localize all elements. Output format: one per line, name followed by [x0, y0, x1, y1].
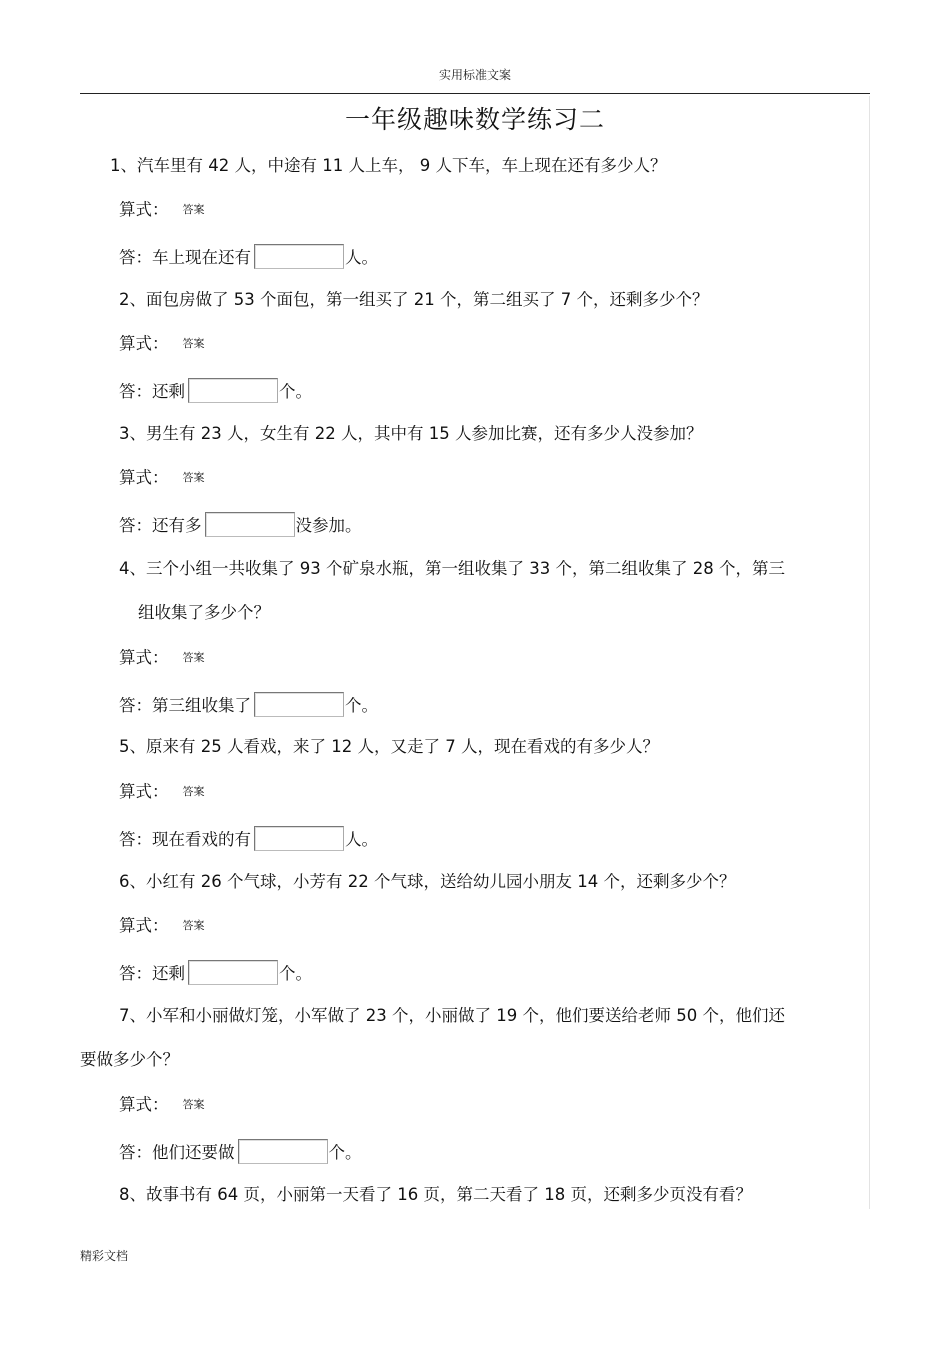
problem-3-answer	[119, 512, 362, 537]
answer-box[interactable]	[254, 692, 344, 717]
answer-suffix: 人。	[345, 830, 378, 849]
answer-suffix: 个。	[328, 1143, 362, 1162]
problem-5-formula	[119, 781, 205, 803]
answer-box[interactable]	[188, 378, 278, 403]
document-title: 一年级趣味数学练习二	[344, 105, 605, 134]
problem-7-question-cont: 要做多少个？	[80, 1050, 179, 1069]
formula-label: 算式：	[119, 648, 169, 667]
answer-prefix: 答：他们还要做	[119, 1143, 235, 1162]
formula-note: 答案	[182, 651, 205, 664]
problem-4-question-cont: 组收集了多少个？	[138, 603, 270, 622]
answer-suffix: 个。	[345, 696, 378, 715]
header-divider	[80, 93, 870, 94]
formula-note: 答案	[182, 471, 205, 484]
problem-5-question: 5、原来有 25 人看戏，来了 12 人，又走了 7 人，现在看戏的有多少人？	[119, 737, 659, 756]
problem-6-question: 6、小红有 26 个气球，小芳有 22 个气球，送给幼儿园小朋友 14 个，还剩多少个？	[119, 872, 736, 891]
problem-1-formula	[119, 199, 205, 221]
answer-suffix: 个。	[279, 382, 312, 401]
problem-4-formula	[119, 647, 205, 669]
problem-6-answer	[119, 960, 312, 985]
problem-1-answer	[119, 244, 378, 269]
problem-4-answer	[119, 692, 378, 717]
problem-3-question: 3、男生有 23 人，女生有 22 人，其中有 15 人参加比赛，还有多少人没参加？	[119, 424, 703, 443]
answer-prefix: 答：还有多	[119, 516, 202, 535]
answer-box[interactable]	[238, 1139, 328, 1164]
problem-5-answer	[119, 826, 378, 851]
answer-box[interactable]	[254, 244, 344, 269]
answer-prefix: 答：现在看戏的有	[119, 830, 251, 849]
problem-3-formula	[119, 467, 205, 489]
answer-prefix: 答：第三组收集了	[119, 696, 251, 715]
answer-prefix: 答：还剩	[119, 382, 185, 401]
problem-7-question: 7、小军和小丽做灯笼，小军做了 23 个，小丽做了 19 个，他们要送给老师 50 个，他们还	[119, 1006, 785, 1025]
answer-prefix: 答：车上现在还有	[119, 248, 251, 267]
answer-suffix: 个。	[279, 964, 312, 983]
answer-suffix: 人。	[345, 248, 378, 267]
problem-1-question: 1、汽车里有 42 人，中途有 11 人上车， 9 人下车，车上现在还有多少人？	[110, 156, 667, 175]
problem-2-formula	[119, 333, 205, 355]
problem-4-question: 4、三个小组一共收集了 93 个矿泉水瓶，第一组收集了 33 个，第二组收集了 28 个，第三	[119, 559, 785, 578]
problem-2-question: 2、面包房做了 53 个面包，第一组买了 21 个，第二组买了 7 个，还剩多少个？	[119, 290, 709, 309]
problem-2-answer	[119, 378, 312, 403]
page-footer: 精彩文档	[80, 1249, 129, 1263]
problem-6-formula	[119, 915, 205, 937]
answer-suffix: 没参加。	[295, 516, 362, 535]
formula-label: 算式：	[119, 200, 169, 219]
formula-note: 答案	[182, 919, 205, 932]
formula-note: 答案	[182, 203, 205, 216]
formula-label: 算式：	[119, 468, 169, 487]
formula-note: 答案	[182, 785, 205, 798]
right-margin-rule	[869, 96, 870, 1209]
problem-8-question: 8、故事书有 64 页，小丽第一天看了 16 页，第二天看了 18 页，还剩多少页没有看？	[119, 1185, 752, 1204]
formula-note: 答案	[182, 1098, 205, 1111]
formula-note: 答案	[182, 337, 205, 350]
problem-7-formula	[119, 1094, 205, 1116]
answer-prefix: 答：还剩	[119, 964, 185, 983]
formula-label: 算式：	[119, 782, 169, 801]
answer-box[interactable]	[205, 512, 295, 537]
answer-box[interactable]	[254, 826, 344, 851]
formula-label: 算式：	[119, 334, 169, 353]
page-header: 实用标准文案	[438, 68, 511, 82]
formula-label: 算式：	[119, 916, 169, 935]
problem-7-answer	[119, 1139, 362, 1164]
formula-label: 算式：	[119, 1095, 169, 1114]
answer-box[interactable]	[188, 960, 278, 985]
